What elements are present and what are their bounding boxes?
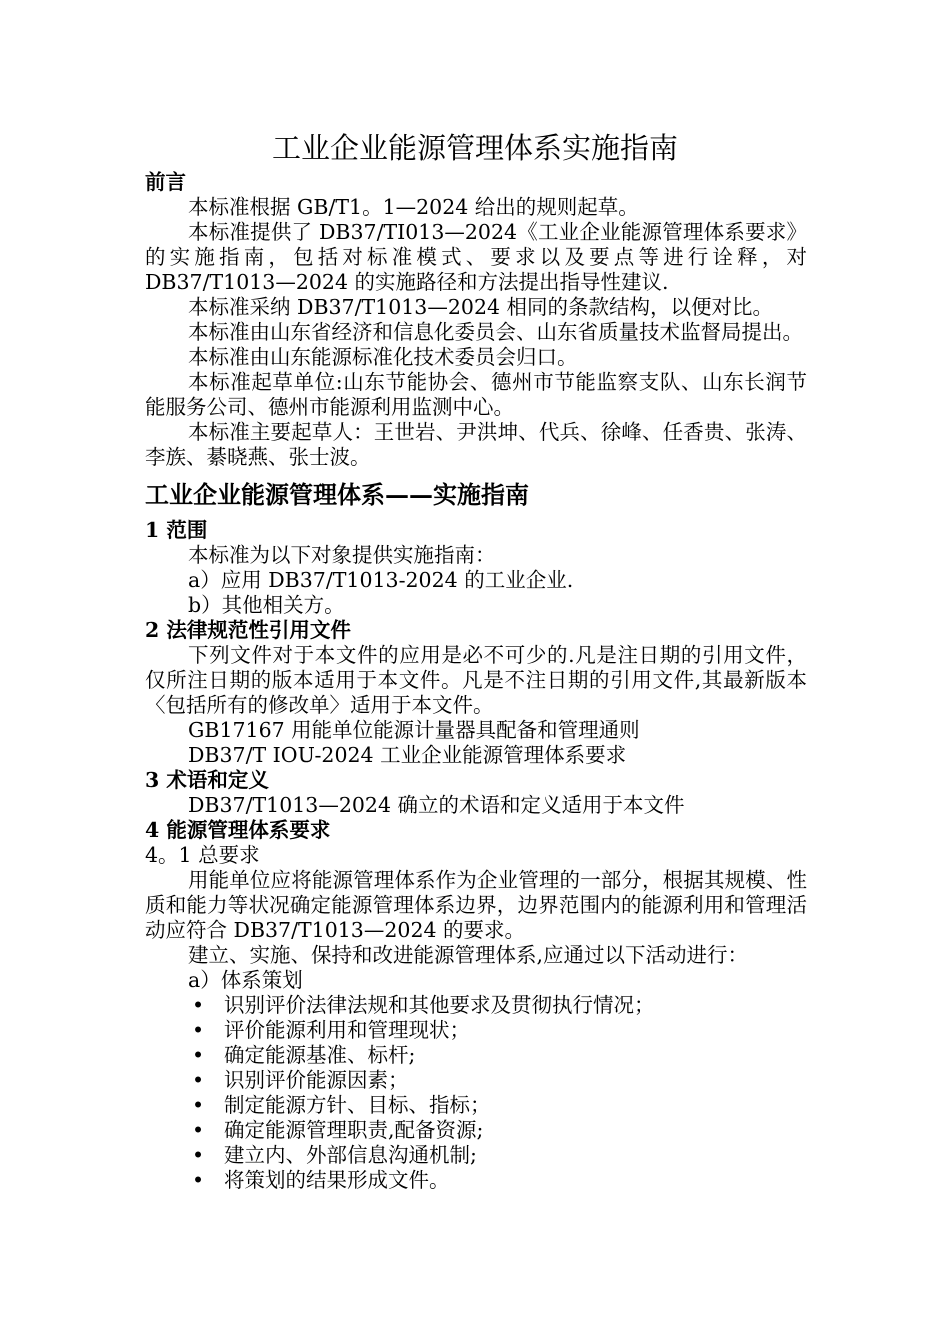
foreword-paragraph: 本标准主要起草人：王世岩、尹洪坤、代兵、徐峰、任香贵、张涛、李族、綦晓燕、张士波。 — [145, 420, 807, 469]
list-item: • 识别评价能源因素； — [145, 1068, 807, 1093]
document-title: 工业企业能源管理体系实施指南 — [271, 131, 678, 165]
scope-intro: 本标准为以下对象提供实施指南： — [188, 543, 496, 567]
list-item: • 建立内、外部信息沟通机制; — [145, 1143, 807, 1168]
guide-subtitle: 工业企业能源管理体系——实施指南 — [145, 480, 529, 509]
reference-item: DB37/T IOU-2024 工业企业能源管理体系要求 — [188, 743, 627, 767]
foreword-paragraph: 本标准由山东能源标准化技术委员会归口。 — [188, 345, 578, 369]
requirements-paragraph: 用能单位应将能源管理体系作为企业管理的一部分，根据其规模、性质和能力等状况确定能源管理体系边界，边界范围内的能源利用和管理活动应符合 DB37/T1013—2024 的要求。 — [145, 868, 807, 942]
scope-item: b）其他相关方。 — [188, 593, 345, 617]
section-heading-references: 2 法律规范性引用文件 — [145, 618, 351, 642]
bullet-icon: • — [191, 1168, 205, 1192]
foreword-paragraph: 本标准由山东省经济和信息化委员会、山东省质量技术监督局提出。 — [188, 320, 803, 344]
list-item: • 确定能源基准、标杆; — [145, 1043, 807, 1068]
list-item: • 确定能源管理职责,配备资源; — [145, 1118, 807, 1143]
scope-item: a）应用 DB37/T1013-2024 的工业企业. — [188, 568, 574, 592]
subsection-heading: 4。1 总要求 — [145, 843, 260, 867]
foreword-paragraph: 本标准采纳 DB37/T1013—2024 相同的条款结构，以便对比。 — [188, 295, 774, 319]
bullet-icon: • — [191, 1093, 205, 1117]
bullet-icon: • — [191, 1068, 205, 1092]
section-heading-terms: 3 术语和定义 — [145, 768, 269, 792]
foreword-paragraph: 本标准根据 GB/T1。1—2024 给出的规则起草。 — [188, 195, 639, 219]
bullet-icon: • — [191, 993, 205, 1017]
bullet-icon: • — [191, 1118, 205, 1142]
section-heading-scope: 1 范围 — [145, 518, 208, 542]
foreword-paragraph: 本标准提供了 DB37/TI013—2024《工业企业能源管理体系要求》的实施指南，包括对标准模式、要求以及要点等进行诠释，对 DB37/T1013—2024 的实施路径和方法提出指导性建议. — [145, 220, 807, 294]
bullet-icon: • — [191, 1143, 205, 1167]
list-item: • 制定能源方针、目标、指标； — [145, 1093, 807, 1118]
references-paragraph: 下列文件对于本文件的应用是必不可少的.凡是注日期的引用文件，仅所注日期的版本适用于本文件。凡是不注日期的引用文件,其最新版本〈包括所有的修改单〉适用于本文件。 — [145, 643, 807, 717]
requirements-paragraph: 建立、实施、保持和改进能源管理体系,应通过以下活动进行： — [188, 943, 749, 967]
bullet-icon: • — [191, 1043, 205, 1067]
bullet-icon: • — [191, 1018, 205, 1042]
terms-paragraph: DB37/T1013—2024 确立的术语和定义适用于本文件 — [188, 793, 685, 817]
planning-bullet-list — [145, 993, 807, 1193]
list-item: • 将策划的结果形成文件。 — [145, 1168, 807, 1193]
document-body — [145, 170, 807, 1193]
foreword-paragraph: 本标准起草单位:山东节能协会、德州市节能监察支队、山东长润节能服务公司、德州市能源利用监测中心。 — [145, 370, 807, 419]
foreword-heading: 前言 — [145, 170, 186, 194]
requirements-item: a）体系策划 — [188, 968, 303, 992]
list-item: • 识别评价法律法规和其他要求及贯彻执行情况； — [145, 993, 807, 1018]
section-heading-requirements: 4 能源管理体系要求 — [145, 818, 331, 842]
list-item: • 评价能源利用和管理现状； — [145, 1018, 807, 1043]
reference-item: GB17167 用能单位能源计量器具配备和管理通则 — [188, 718, 640, 742]
